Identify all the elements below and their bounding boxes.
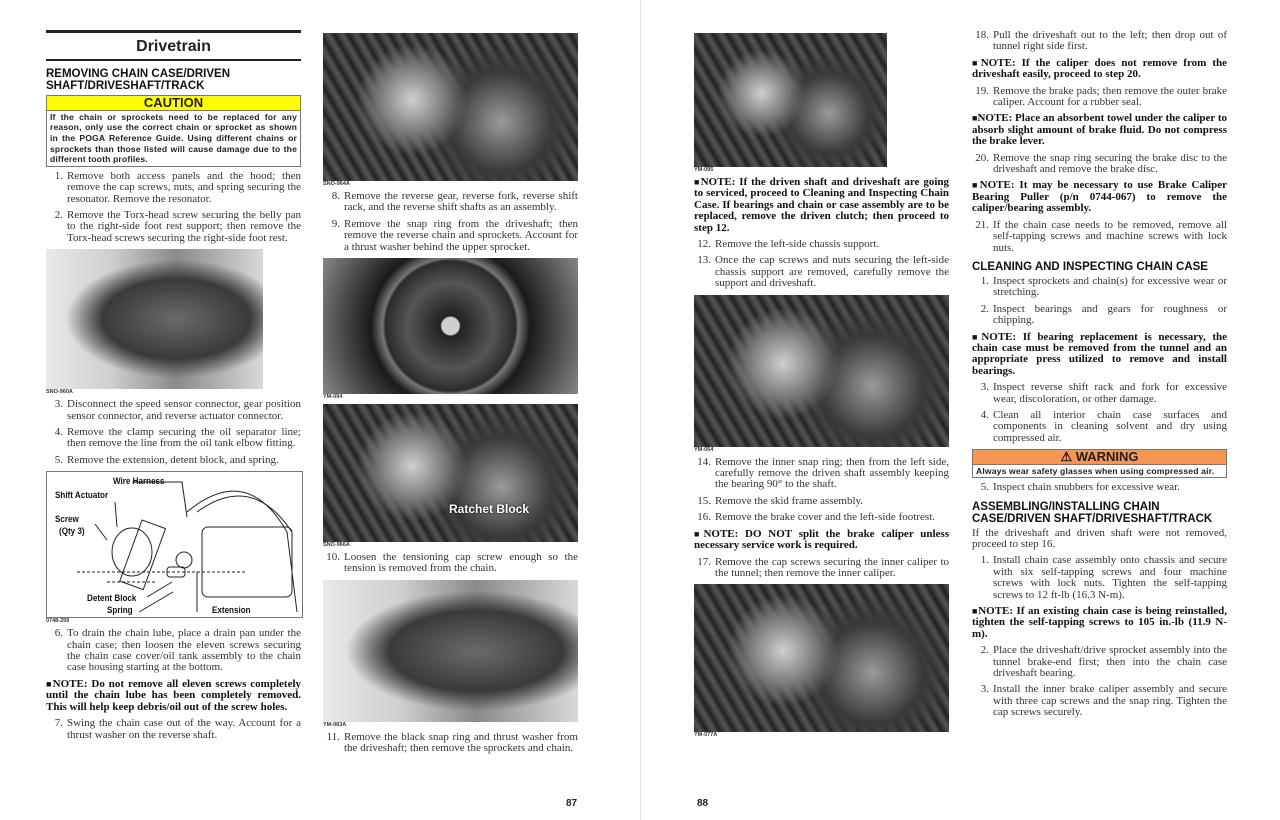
- diagram-label: Extension: [212, 605, 251, 617]
- step-number: 14.: [697, 455, 711, 468]
- page-number: 88: [697, 798, 709, 809]
- step-text: Remove the black snap ring and thrust washer from the driveshaft; then remove the sprockets and chain.: [344, 730, 578, 755]
- figure: [323, 404, 578, 549]
- figure: [694, 584, 949, 739]
- right-page-column-2: [972, 27, 1227, 724]
- step-text: Place the driveshaft/drive sprocket assembly into the tunnel brake-end first; then into the chain case driveshaft bearing.: [993, 644, 1227, 680]
- step-item: [323, 732, 578, 755]
- step-number: 18.: [975, 29, 989, 41]
- step-text: Install chain case assembly onto chassis and secure with six self-tapping screws and four machine screws with lock nuts. Tighten the self-tapping screws to 12 ft-lb (16.3 N-m).: [993, 554, 1227, 601]
- step-item: [46, 628, 301, 674]
- step-text: Inspect sprockets and chain(s) for excessive wear or stretching.: [993, 274, 1227, 299]
- figure: [46, 249, 301, 396]
- step-text: Inspect bearings and gears for roughness or chipping.: [993, 302, 1227, 327]
- caution-box: [46, 95, 301, 166]
- page-number: 87: [566, 798, 578, 809]
- figure: [323, 258, 578, 401]
- note: ■ NOTE: If the driven shaft and driveshaft are going to serviced, proceed to Cleaning and Inspecting Chain Case. If bearings and chain or case assembly are to be replaced, remove the driven clutch; then proceed to step 12.: [694, 177, 949, 234]
- exploded-diagram: [46, 471, 303, 618]
- step-number: 12.: [697, 238, 711, 251]
- figure-caption: SNO-966A: [323, 542, 350, 549]
- step-number: 4.: [980, 408, 989, 421]
- warning-title: ⚠ WARNING: [973, 450, 1226, 464]
- diagram-label: Shift Actuator: [55, 490, 109, 502]
- step-item: [323, 552, 578, 575]
- step-number: 10.: [326, 551, 340, 564]
- note: ■ NOTE: It may be necessary to use Brake Caliper Bearing Puller (p/n 0744-067) to remove the caliper/bearing assembly.: [972, 180, 1227, 214]
- note: ■ NOTE: If the caliper does not remove from the driveshaft easily, proceed to step 20.: [972, 58, 1227, 81]
- step-number: 8.: [331, 190, 340, 202]
- diagram-label: (Qty 3): [59, 526, 85, 538]
- step-number: 6.: [54, 627, 63, 640]
- step-item: [46, 455, 301, 466]
- step-number: 15.: [697, 494, 711, 507]
- figure-caption: YM-094: [323, 394, 343, 401]
- step-item: [972, 220, 1227, 254]
- right-page-column-1: [694, 30, 949, 741]
- paragraph: If the driveshaft and driven shaft were not removed, proceed to step 16.: [972, 526, 1227, 550]
- diagram-label: Detent Block: [87, 593, 137, 605]
- caution-text: If the chain or sprockets need to be replaced for any reason, only use the correct chain or sprocket as shown in the POGA Reference Guide. Using different chains or sprockets than those listed will cause damage due to the different tooth profiles.: [50, 111, 297, 165]
- step-item: [46, 210, 301, 244]
- step-text: Loosen the tensioning cap screw enough so the tension is removed from the chain.: [344, 551, 578, 575]
- step-number: 21.: [975, 218, 989, 231]
- step-item: [972, 382, 1227, 405]
- step-text: Remove the skid frame assembly.: [715, 494, 864, 507]
- step-number: 1.: [54, 169, 63, 182]
- step-number: 17.: [697, 555, 711, 568]
- diagram-label: Wire Harness: [113, 476, 165, 488]
- step-item: [694, 457, 949, 491]
- figure-caption: YM-077A: [694, 732, 718, 739]
- step-text: Remove the extension, detent block, and spring.: [67, 453, 279, 466]
- step-number: 2.: [980, 644, 989, 657]
- caution-title: CAUTION: [47, 96, 300, 110]
- step-text: Disconnect the speed sensor connector, gear position sensor connector, and reverse actuator connector.: [67, 398, 301, 422]
- step-item: [972, 276, 1227, 299]
- step-number: 1.: [980, 554, 989, 567]
- page-88: [640, 0, 1280, 820]
- figure-caption: YM-083A: [323, 721, 347, 728]
- step-text: Remove the inner snap ring; then from the left side, carefully remove the driven shaft assembly keeping the bearing 90° to the shaft.: [715, 455, 949, 491]
- step-number: 5.: [980, 481, 989, 494]
- step-text: If the chain case needs to be removed, remove all self-tapping screws and machine screws with lock nuts.: [993, 218, 1227, 254]
- chapter-title: Drivetrain: [46, 30, 301, 61]
- step-item: [694, 496, 949, 507]
- step-item: [972, 684, 1227, 718]
- figure: [694, 33, 949, 174]
- step-text: Remove the brake cover and the left-side footrest.: [715, 511, 935, 524]
- figure-photo: [323, 580, 578, 722]
- left-page-column-1: [46, 30, 301, 746]
- step-item: [972, 482, 1227, 493]
- step-item: [46, 171, 301, 205]
- step-text: Remove the reverse gear, reverse fork, reverse shift rack, and the reverse shift shafts as an assembly.: [344, 190, 578, 214]
- step-text: Swing the chain case out of the way. Account for a thrust washer on the reverse shaft.: [67, 717, 301, 741]
- step-item: [972, 645, 1227, 679]
- step-item: [46, 427, 301, 450]
- step-item: [972, 30, 1227, 53]
- figure-photo: [323, 33, 578, 181]
- note: ■ NOTE: If an existing chain case is being reinstalled, tighten the self-tapping screws to 105 in.-lb (11.9 N-m).: [972, 606, 1227, 640]
- step-item: [323, 219, 578, 253]
- figure-caption: YM-095: [694, 167, 714, 173]
- step-text: Pull the driveshaft out to the left; then drop out of tunnel right side first.: [993, 29, 1227, 53]
- step-item: [46, 718, 301, 741]
- step-text: Clean all interior chain case surfaces and components in cleaning solvent and dry using compressed air.: [993, 408, 1227, 444]
- warning-text: Always wear safety glasses when using compressed air.: [976, 465, 1215, 476]
- figure-photo: [694, 295, 949, 447]
- figure-caption: SNO-960A: [46, 389, 73, 396]
- step-item: [972, 153, 1227, 176]
- step-number: 4.: [54, 426, 63, 439]
- figure-caption: SNO-964A: [323, 181, 350, 187]
- figure: [694, 295, 949, 454]
- note: ■ NOTE: Place an absorbent towel under the caliper to absorb slight amount of brake fluid. Do not compress the brake lever.: [972, 113, 1227, 147]
- step-number: 2.: [980, 302, 989, 315]
- diagram-label: Screw: [55, 514, 79, 526]
- step-text: Remove the left-side chassis support.: [715, 238, 880, 251]
- step-text: Remove the clamp securing the oil separator line; then remove the line from the oil tank elbow fitting.: [67, 426, 301, 450]
- section-heading: ASSEMBLING/INSTALLING CHAIN CASE/DRIVEN SHAFT/DRIVESHAFT/TRACK: [972, 500, 1213, 525]
- figure-photo: [46, 249, 263, 389]
- figure: [323, 33, 578, 188]
- step-number: 7.: [54, 717, 63, 730]
- figure-photo: [323, 404, 578, 542]
- step-number: 19.: [975, 84, 989, 97]
- step-text: Remove the Torx-head screw securing the belly pan to the right-side foot rest support; then remove the Torx-head screws securing the right-side foot rest.: [67, 209, 301, 244]
- step-text: Inspect chain snubbers for excessive wear.: [993, 481, 1180, 494]
- step-text: Remove the cap screws securing the inner caliper to the tunnel; then remove the inner caliper.: [715, 555, 949, 579]
- section-heading: CLEANING AND INSPECTING CHAIN CASE: [972, 260, 1208, 273]
- step-number: 16.: [697, 511, 711, 524]
- step-text: Remove the snap ring from the driveshaft; then remove the reverse chain and sprockets. Account for a thrust washer behind the upper sprocket.: [344, 217, 578, 253]
- left-page-column-2: [323, 30, 578, 760]
- figure: [323, 580, 578, 729]
- step-item: [323, 191, 578, 214]
- step-text: Install the inner brake caliper assembly and secure with three cap screws and the snap ring. Tighten the cap screws securely.: [993, 683, 1227, 719]
- figure-caption: YM-054: [694, 446, 714, 453]
- step-item: [972, 304, 1227, 327]
- step-number: 5.: [54, 453, 63, 466]
- step-number: 13.: [697, 254, 711, 267]
- note: ■ NOTE: DO NOT split the brake caliper unless necessary service work is required.: [694, 529, 949, 552]
- step-text: Remove the snap ring securing the brake disc to the driveshaft and remove the brake disc.: [993, 151, 1227, 176]
- warning-box: [972, 449, 1227, 478]
- step-number: 2.: [54, 209, 63, 221]
- step-text: Once the cap screws and nuts securing the left-side chassis support are removed, carefully remove the support and driveshaft.: [715, 254, 949, 290]
- step-number: 1.: [980, 274, 989, 287]
- step-text: Remove both access panels and the hood; then remove the cap screws, nuts, and spring securing the resonator. Remove the resonator.: [67, 169, 301, 205]
- figure-caption: 0748-259: [46, 618, 70, 625]
- step-item: [972, 410, 1227, 444]
- note: ■ NOTE: If bearing replacement is necessary, the chain case must be removed from the tunnel and an appropriate press utilized to remove and install bearings.: [972, 332, 1227, 378]
- step-number: 20.: [975, 151, 989, 164]
- step-text: Inspect reverse shift rack and fork for excessive wear, discoloration, or other damage.: [993, 381, 1227, 405]
- step-item: [694, 557, 949, 580]
- step-number: 3.: [980, 381, 989, 394]
- step-item: [46, 399, 301, 422]
- step-item: [694, 512, 949, 523]
- step-item: [694, 255, 949, 289]
- figure: [46, 471, 301, 625]
- figure-photo: [694, 584, 949, 732]
- figure-photo: [694, 33, 887, 167]
- note: ■ NOTE: Do not remove all eleven screws completely until the chain lube has been completely removed. This will help keep debris/oil out of the screw holes.: [46, 679, 301, 713]
- step-item: [972, 86, 1227, 109]
- figure-callout-label: Ratchet Block: [449, 502, 530, 517]
- step-text: To drain the chain lube, place a drain pan under the chain case; then loosen the eleven screws securing the chain case cover/oil tank assembly to the chain case housing starting at the bottom.: [67, 627, 301, 674]
- section-heading: REMOVING CHAIN CASE/DRIVEN SHAFT/DRIVESHAFT/TRACK: [46, 68, 231, 93]
- step-number: 9.: [331, 217, 340, 230]
- step-number: 11.: [326, 730, 340, 743]
- diagram-label: Spring: [107, 605, 133, 617]
- step-item: [972, 555, 1227, 601]
- step-number: 3.: [54, 398, 63, 411]
- step-text: Remove the brake pads; then remove the outer brake caliper. Account for a rubber seal.: [993, 84, 1227, 109]
- step-number: 3.: [980, 683, 989, 696]
- figure-photo: [323, 258, 578, 394]
- step-item: [694, 239, 949, 250]
